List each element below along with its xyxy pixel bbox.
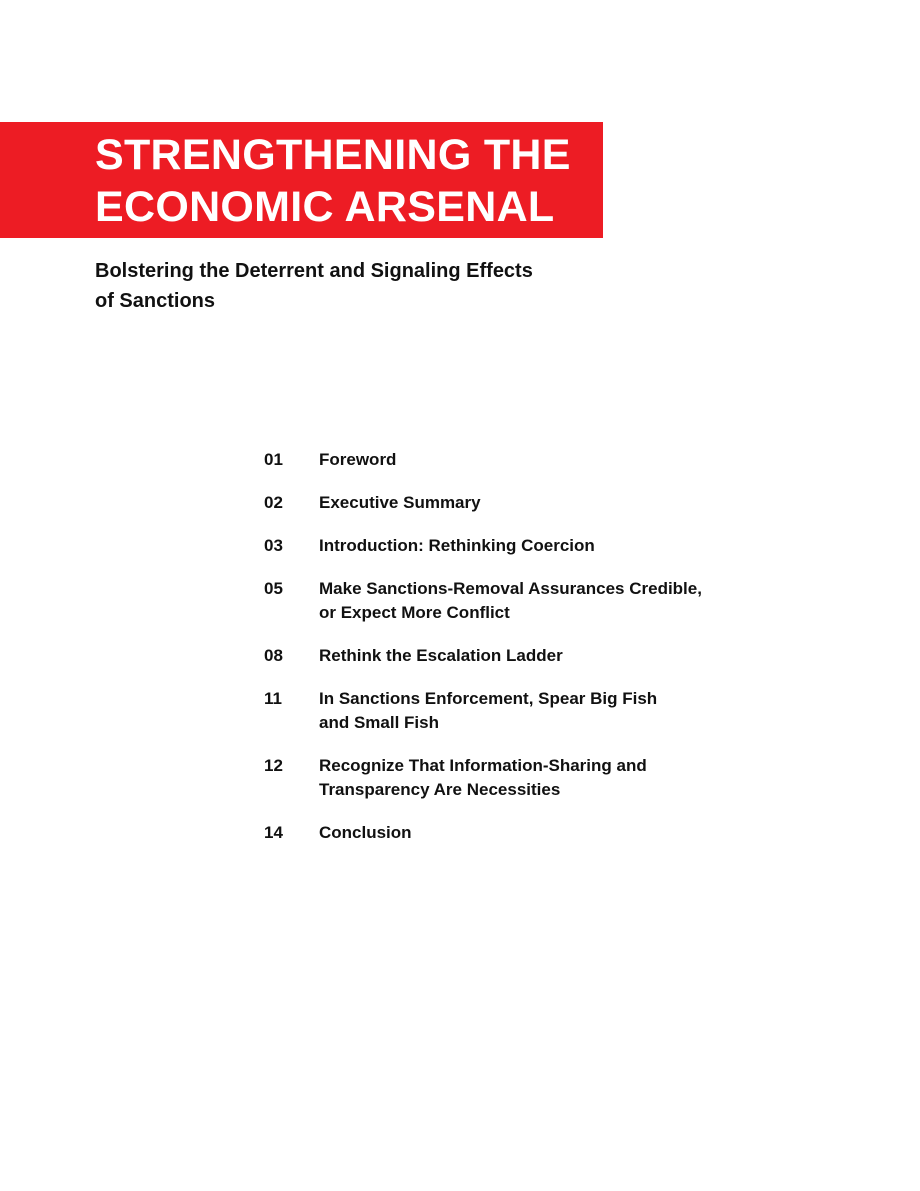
toc-entry-title-line: Recognize That Information-Sharing and: [319, 756, 647, 775]
subtitle-line-2: of Sanctions: [95, 290, 216, 312]
toc-page-number: 05: [264, 579, 283, 598]
toc-entry-sanctions-removal[interactable]: [264, 577, 784, 625]
toc-entry-title: [319, 821, 412, 845]
toc-entry-title: [319, 491, 481, 515]
toc-entry-title: [319, 644, 563, 668]
toc-entry-foreword[interactable]: [264, 448, 784, 472]
toc-entry-title: [319, 687, 657, 735]
toc-entry-title-line: and Small Fish: [319, 713, 439, 732]
toc-entry-sanctions-enforcement[interactable]: [264, 687, 784, 735]
toc-entry-title-line: Transparency Are Necessities: [319, 780, 561, 799]
report-title-line-2: ECONOMIC ARSENAL: [95, 183, 555, 231]
toc-page-number: 01: [264, 450, 283, 469]
toc-entry-title-line: In Sanctions Enforcement, Spear Big Fish: [319, 689, 658, 708]
toc-entry-conclusion[interactable]: [264, 821, 784, 845]
toc-entry-executive-summary[interactable]: [264, 491, 784, 515]
table-of-contents: [264, 448, 784, 864]
report-title-line-1: STRENGTHENING THE: [95, 131, 571, 179]
toc-entry-title-line: Foreword: [319, 450, 397, 469]
toc-entry-title-line: or Expect More Conflict: [319, 603, 510, 622]
toc-entry-title-line: Make Sanctions-Removal Assurances Credible,: [319, 579, 702, 598]
toc-page-number: 12: [264, 756, 283, 775]
toc-entry-title: [319, 448, 396, 472]
toc-entry-title-line: Rethink the Escalation Ladder: [319, 646, 563, 665]
toc-entry-title: [319, 577, 702, 625]
toc-entry-introduction[interactable]: [264, 534, 784, 558]
toc-entry-title-line: Introduction: Rethinking Coercion: [319, 536, 595, 555]
toc-entry-escalation-ladder[interactable]: [264, 644, 784, 668]
toc-entry-title-line: Executive Summary: [319, 493, 481, 512]
toc-entry-title: [319, 534, 595, 558]
toc-page-number: 14: [264, 823, 283, 842]
toc-page-number: 03: [264, 536, 283, 555]
toc-entry-information-sharing[interactable]: [264, 754, 784, 802]
report-subtitle: [95, 256, 655, 316]
toc-entry-title-line: Conclusion: [319, 823, 412, 842]
toc-page-number: 08: [264, 646, 283, 665]
subtitle-line-1: Bolstering the Deterrent and Signaling Effects: [95, 260, 533, 282]
toc-entry-title: [319, 754, 647, 802]
toc-page-number: 11: [264, 689, 282, 708]
toc-page-number: 02: [264, 493, 283, 512]
